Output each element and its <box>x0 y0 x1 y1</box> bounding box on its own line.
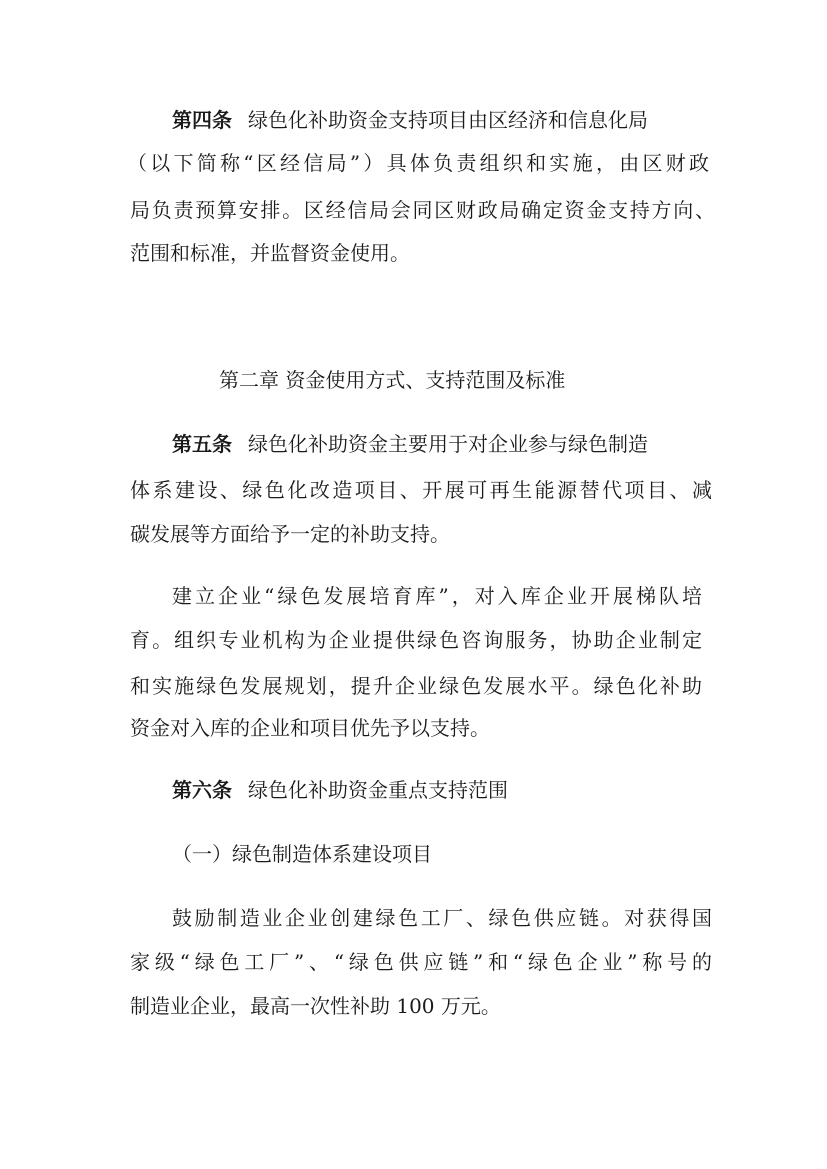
factory-line1: 鼓励制造业企业创建绿色工厂、绿色供应链。对获得国 <box>172 906 712 930</box>
article5-line1: 绿色化补助资金主要用于对企业参与绿色制造 <box>248 432 648 456</box>
article5-first-line <box>172 430 648 458</box>
incubator-line3: 和实施绿色发展规划，提升企业绿色发展水平。绿色化补助 <box>130 674 702 698</box>
incubator-line4: 资金对入库的企业和项目优先予以支持。 <box>130 716 490 740</box>
factory-line2: 家级“绿色工厂”、“绿色供应链”和“绿色企业”称号的 <box>130 950 712 974</box>
factory-line3: 制造业企业，最高一次性补助 100 万元。 <box>130 994 501 1018</box>
article4-line3: 局负责预算安排。区经信局会同区财政局确定资金支持方向、 <box>130 198 715 222</box>
article4-line4: 范围和标准，并监督资金使用。 <box>130 241 410 265</box>
article4-line2: （以下简称“区经信局”）具体负责组织和实施，由区财政 <box>127 151 709 175</box>
article5-line2: 体系建设、绿色化改造项目、开展可再生能源替代项目、减 <box>130 478 712 502</box>
article4-first-line <box>172 106 648 134</box>
article4-label: 第四条 <box>172 108 232 132</box>
article4-line1: 绿色化补助资金支持项目由区经济和信息化局 <box>248 108 648 132</box>
incubator-line1: 建立企业“绿色发展培育库”，对入库企业开展梯队培 <box>172 584 702 608</box>
article6-line1: 绿色化补助资金重点支持范围 <box>248 778 508 802</box>
article5-label: 第五条 <box>172 432 232 456</box>
article5-line3: 碳发展等方面给予一定的补助支持。 <box>130 522 450 546</box>
article6-label: 第六条 <box>172 778 232 802</box>
item1-title: （一）绿色制造体系建设项目 <box>172 842 432 866</box>
chapter-heading: 第二章 资金使用方式、支持范围及标准 <box>219 368 566 392</box>
article6-line <box>172 776 508 804</box>
incubator-line2: 育。组织专业机构为企业提供绿色咨询服务，协助企业制定 <box>130 628 702 652</box>
